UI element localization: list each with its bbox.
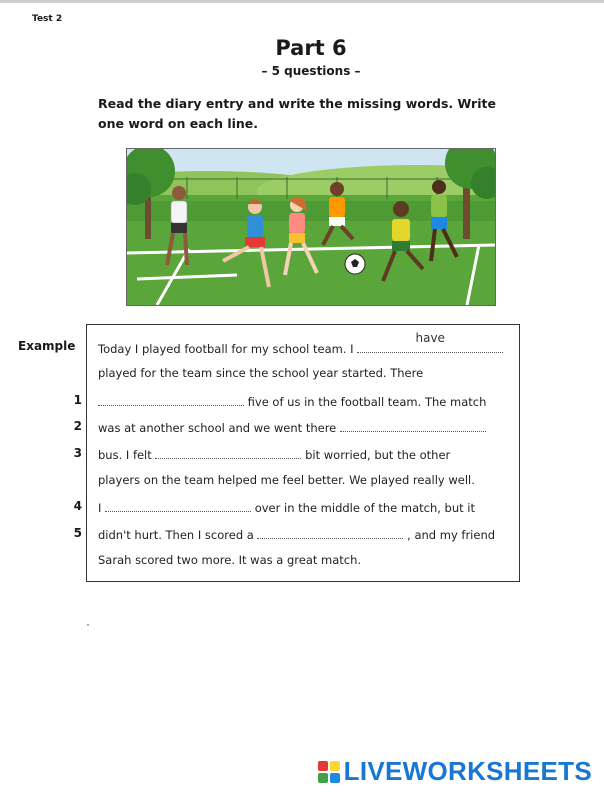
diary-text: bus. I felt [98, 448, 152, 462]
liveworksheets-brand: LIVEWORKSHEETS [343, 756, 592, 786]
example-answer: have [415, 331, 445, 345]
part-subtitle: – 5 questions – [261, 64, 361, 78]
diary-text: over in the middle of the match, but it [254, 501, 476, 515]
diary-line-5 [98, 446, 450, 462]
instructions: Read the diary entry and write the missing words. Write one word on each line. [98, 96, 496, 131]
diary-line-9 [98, 553, 361, 567]
diary-text: was at another school and we went there [98, 421, 337, 435]
diary-text: Sarah scored two more. It was a great match. [98, 553, 362, 567]
diary-text: I [98, 501, 102, 515]
diary-line-7 [98, 499, 475, 515]
answer-blank-2[interactable] [340, 419, 486, 432]
diary-text: bit worried, but the other [305, 448, 451, 462]
example-label: Example [18, 339, 76, 353]
diary-line-3 [98, 393, 486, 409]
children-playing-football-illustration [127, 149, 495, 305]
question-number-4: 4 [73, 499, 82, 513]
diary-line-8 [98, 526, 495, 542]
logo-square [330, 761, 340, 771]
diary-text: , and my friend [407, 528, 496, 542]
diary-line-6 [98, 473, 475, 487]
part-title: Part 6 [275, 36, 347, 60]
top-edge-line [0, 0, 604, 3]
question-number-2: 2 [73, 419, 82, 433]
diary-line-2 [98, 366, 423, 380]
answer-blank-1[interactable] [98, 393, 244, 406]
liveworksheets-logo-icon [318, 761, 340, 783]
question-number-3: 3 [73, 446, 82, 460]
logo-square [318, 773, 328, 783]
answer-blank-4[interactable] [105, 499, 251, 512]
diary-line-4 [98, 419, 486, 435]
test-label: Test 2 [32, 14, 63, 24]
liveworksheets-logo [318, 756, 592, 787]
diary-text: players on the team helped me feel better. We played really well. [98, 473, 475, 487]
diary-text: five of us in the football team. The match [247, 395, 487, 409]
logo-square [330, 773, 340, 783]
example-answer-blank [357, 331, 503, 353]
question-number-5: 5 [73, 526, 82, 540]
football-illustration [126, 148, 496, 306]
logo-square [318, 761, 328, 771]
football [345, 254, 365, 274]
diary-line-1 [98, 331, 503, 356]
question-number-1: 1 [73, 393, 82, 407]
answer-blank-5[interactable] [257, 526, 403, 539]
diary-text: played for the team since the school year started. There [98, 366, 424, 380]
scan-speck [87, 624, 89, 626]
answer-blank-3[interactable] [155, 446, 301, 459]
diary-text: Today I played football for my school team. I [98, 342, 354, 356]
diary-text: didn't hurt. Then I scored a [98, 528, 254, 542]
